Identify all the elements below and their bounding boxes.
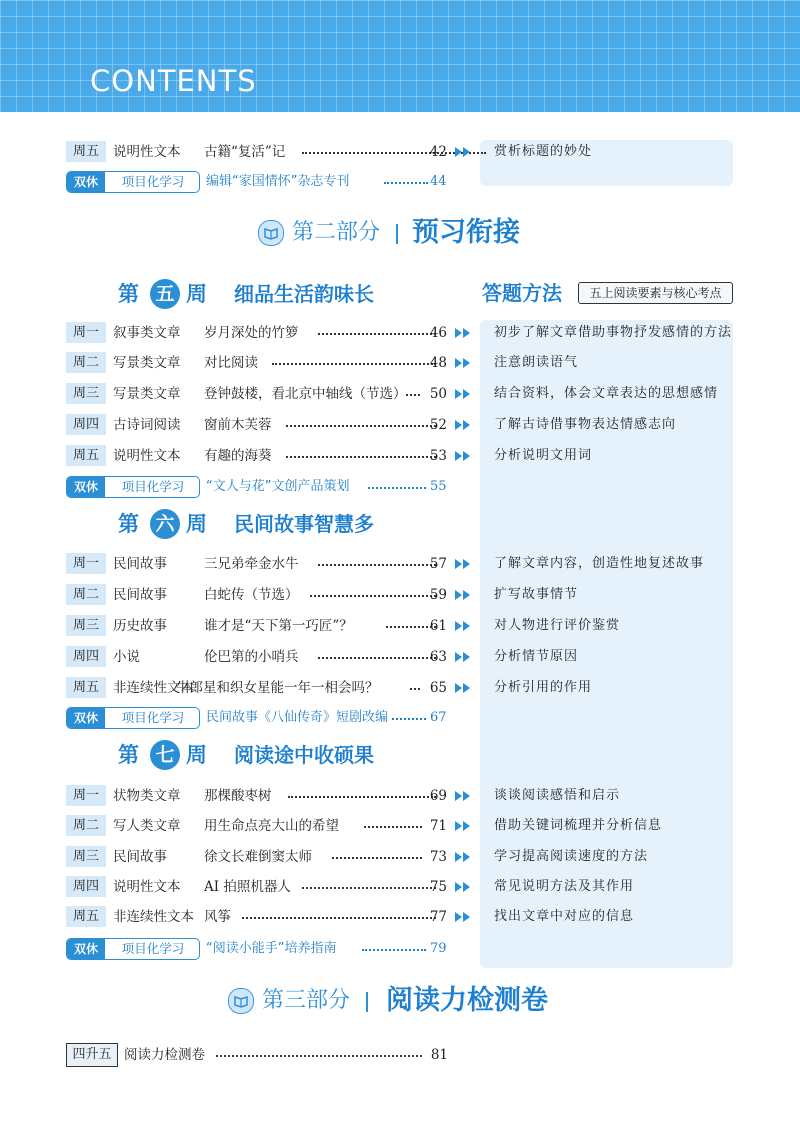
toc-row[interactable] (66, 320, 736, 346)
toc-row[interactable] (66, 381, 736, 407)
dot-leader (286, 456, 436, 458)
genre-label: 说明性文本 (113, 879, 181, 895)
skill-note: 找出文章中对应的信息 (494, 909, 635, 924)
article-title: 有趣的海葵 (204, 448, 272, 464)
dot-leader (362, 949, 426, 951)
dot-leader (288, 796, 436, 798)
dot-leader (272, 363, 436, 365)
toc-row[interactable] (66, 613, 736, 639)
toc-row[interactable] (66, 844, 736, 870)
project-learning-tag: 项目化学习 (121, 479, 185, 494)
part-divider (396, 224, 398, 244)
weekend-tag: 双休 (67, 477, 105, 497)
genre-label: 小说 (113, 649, 140, 665)
dot-leader (302, 887, 436, 889)
double-arrow-icon (455, 449, 473, 463)
weekday-tag: 周一 (66, 322, 106, 343)
page-number: 52 (429, 417, 447, 433)
dot-leader (318, 564, 436, 566)
genre-label: 古诗词阅读 (113, 417, 181, 433)
page-number: 42 (429, 144, 447, 160)
double-arrow-icon (455, 588, 473, 602)
genre-label: 民间故事 (113, 587, 167, 603)
week-suffix: 周 (186, 743, 207, 767)
project-badge (66, 171, 200, 193)
genre-label: 叙事类文章 (113, 325, 181, 341)
page-number: 77 (429, 909, 447, 925)
genre-label: 历史故事 (113, 618, 167, 634)
weekday-tag: 周三 (66, 383, 106, 404)
dot-leader (318, 657, 436, 659)
double-arrow-icon (455, 789, 473, 803)
page-number: 46 (429, 325, 447, 341)
week-number-badge: 七 (150, 740, 180, 770)
double-arrow-icon (455, 850, 473, 864)
page-number: 73 (429, 849, 447, 865)
dot-leader (384, 182, 428, 184)
toc-row[interactable] (66, 551, 736, 577)
article-title: 用生命点亮大山的希望 (204, 818, 339, 834)
week-heading (118, 277, 438, 313)
week-theme: 民间故事智慧多 (234, 512, 374, 536)
article-title: 窗前木芙蓉 (204, 417, 272, 433)
article-title: 三兄弟牵金水牛 (204, 556, 299, 572)
project-row[interactable] (66, 938, 466, 960)
article-title: 岁月深处的竹箩 (204, 325, 299, 341)
article-title: 登钟鼓楼，看北京中轴线（节选） (204, 386, 407, 402)
article-title: 白蛇传（节选） (204, 587, 299, 603)
project-row[interactable] (66, 476, 466, 498)
article-title: 对比阅读 (204, 355, 258, 371)
project-learning-tag: 项目化学习 (121, 174, 185, 189)
article-title: AI 拍照机器人 (204, 879, 291, 895)
project-title: “阅读小能手”培养指南 (206, 941, 337, 956)
double-arrow-icon (455, 418, 473, 432)
dot-leader (368, 487, 426, 489)
page-number: 69 (429, 788, 447, 804)
test-title: 阅读力检测卷 (124, 1047, 205, 1063)
article-title: 古籍“复活”记 (204, 144, 286, 160)
genre-label: 说明性文本 (113, 448, 181, 464)
skill-note: 分析引用的作用 (494, 680, 593, 695)
article-title: 谁才是“天下第一巧匠”？ (204, 618, 353, 634)
skill-note: 分析情节原因 (494, 649, 579, 664)
part-heading (258, 214, 558, 254)
double-arrow-icon (455, 650, 473, 664)
double-arrow-icon (455, 681, 473, 695)
week-prefix: 第 (118, 743, 139, 767)
week-number-badge: 六 (150, 509, 180, 539)
page-number: 81 (430, 1047, 448, 1063)
weekday-tag: 周四 (66, 876, 106, 897)
toc-row[interactable] (66, 139, 736, 165)
week-theme: 细品生活韵味长 (234, 282, 374, 306)
double-arrow-icon (455, 557, 473, 571)
part-name: 阅读力检测卷 (386, 985, 548, 1016)
dot-leader (406, 394, 420, 396)
week-suffix: 周 (186, 512, 207, 536)
dot-leader (332, 857, 422, 859)
project-title: 编辑“家国情怀”杂志专刊 (206, 174, 350, 189)
grade-tag: 四升五 (66, 1043, 118, 1067)
page-number: 57 (429, 556, 447, 572)
genre-label: 写景类文章 (113, 386, 181, 402)
double-arrow-icon (455, 619, 473, 633)
book-icon (228, 988, 254, 1014)
page-number: 75 (429, 879, 447, 895)
project-row[interactable] (66, 707, 466, 729)
page-number: 65 (429, 680, 447, 696)
double-arrow-icon (455, 819, 473, 833)
weekend-tag: 双休 (67, 172, 105, 192)
double-arrow-icon (455, 387, 473, 401)
method-title: 答题方法 (482, 281, 562, 305)
part-label: 第三部分 (262, 988, 351, 1013)
toc-row[interactable] (66, 644, 736, 670)
skill-note: 结合资料，体会文章表达的思想感情 (494, 386, 719, 401)
weekday-tag: 周二 (66, 352, 106, 373)
article-title: 那棵酸枣树 (204, 788, 272, 804)
skill-note: 谈谈阅读感悟和启示 (494, 788, 621, 803)
double-arrow-icon (455, 145, 473, 159)
page-number: 50 (429, 386, 447, 402)
toc-row[interactable] (66, 675, 736, 701)
toc-row[interactable] (66, 813, 736, 839)
page-number: 44 (430, 174, 447, 189)
project-title: 民间故事《八仙传奇》短剧改编 (206, 710, 389, 725)
part-label: 第二部分 (292, 220, 381, 245)
page-number: 63 (429, 649, 447, 665)
weekday-tag: 周一 (66, 785, 106, 806)
contents-header-banner (0, 0, 800, 112)
week-prefix: 第 (118, 282, 139, 306)
project-learning-tag: 项目化学习 (121, 941, 185, 956)
week-number-badge: 五 (150, 279, 180, 309)
page-number: 48 (429, 355, 447, 371)
dot-leader (242, 917, 436, 919)
week-theme: 阅读途中收硕果 (234, 743, 374, 767)
article-title: 伦巴第的小哨兵 (204, 649, 299, 665)
skill-note: 了解文章内容，创造性地复述故事 (494, 556, 705, 571)
project-badge (66, 707, 200, 729)
skill-note: 注意朗读语气 (494, 355, 579, 370)
dot-leader (318, 333, 436, 335)
weekday-tag: 周四 (66, 414, 106, 435)
weekday-tag: 周五 (66, 141, 106, 162)
skill-note: 对人物进行评价鉴赏 (494, 618, 621, 633)
weekday-tag: 周五 (66, 677, 106, 698)
toc-row[interactable] (66, 874, 736, 900)
skill-note: 了解古诗借事物表达情感志向 (494, 417, 677, 432)
page-number: 71 (429, 818, 447, 834)
project-badge (66, 938, 200, 960)
weekday-tag: 周五 (66, 906, 106, 927)
genre-label: 非连续性文本 (113, 909, 194, 925)
project-title: “文人与花”文创产品策划 (206, 479, 350, 494)
skill-note: 学习提高阅读速度的方法 (494, 849, 649, 864)
part-heading (228, 982, 588, 1022)
week-suffix: 周 (186, 282, 207, 306)
toc-row[interactable] (66, 783, 736, 809)
dot-leader (392, 718, 426, 720)
toc-row[interactable] (66, 412, 736, 438)
page-number: 59 (429, 587, 447, 603)
page-number: 55 (430, 479, 447, 494)
project-learning-tag: 项目化学习 (121, 710, 185, 725)
project-badge (66, 476, 200, 498)
dot-leader (286, 425, 436, 427)
double-arrow-icon (455, 880, 473, 894)
page-number: 61 (429, 618, 447, 634)
part-divider (366, 992, 368, 1012)
double-arrow-icon (455, 326, 473, 340)
dot-leader (364, 826, 422, 828)
weekday-tag: 周三 (66, 846, 106, 867)
method-subtitle-box: 五上阅读要素与核心考点 (578, 282, 733, 304)
article-title: 牛郎星和织女星能一年一相会吗？ (176, 680, 379, 696)
article-title: 风筝 (204, 909, 231, 925)
genre-label: 写人类文章 (113, 818, 181, 834)
weekday-tag: 周一 (66, 553, 106, 574)
header-divider (0, 112, 800, 118)
genre-label: 状物类文章 (113, 788, 181, 804)
weekday-tag: 周二 (66, 584, 106, 605)
page-number: 67 (430, 710, 447, 725)
genre-label: 说明性文本 (113, 144, 181, 160)
skill-note: 初步了解文章借助事物抒发感情的方法 (494, 325, 733, 340)
week-prefix: 第 (118, 512, 139, 536)
weekend-tag: 双休 (67, 708, 105, 728)
skill-note: 常见说明方法及其作用 (494, 879, 635, 894)
page-number: 53 (429, 448, 447, 464)
weekday-tag: 周二 (66, 815, 106, 836)
toc-row[interactable] (66, 582, 736, 608)
article-title: 徐文长难倒窦太师 (204, 849, 312, 865)
project-row[interactable] (66, 171, 466, 193)
skill-note: 赏析标题的妙处 (494, 144, 593, 159)
toc-row[interactable] (66, 904, 736, 930)
weekend-tag: 双休 (67, 939, 105, 959)
dot-leader (310, 595, 436, 597)
dot-leader (410, 688, 420, 690)
weekday-tag: 周四 (66, 646, 106, 667)
double-arrow-icon (455, 910, 473, 924)
part-name: 预习衔接 (412, 217, 520, 248)
week-heading (118, 507, 438, 543)
book-icon (258, 220, 284, 246)
weekday-tag: 周三 (66, 615, 106, 636)
dot-leader (216, 1055, 422, 1057)
toc-row[interactable] (66, 443, 736, 469)
genre-label: 民间故事 (113, 849, 167, 865)
double-arrow-icon (455, 356, 473, 370)
week-heading (118, 738, 438, 774)
toc-row-test[interactable] (66, 1042, 466, 1068)
skill-note: 扩写故事情节 (494, 587, 579, 602)
genre-label: 民间故事 (113, 556, 167, 572)
header-title: CONTENTS (90, 64, 257, 98)
skill-note: 借助关键词梳理并分析信息 (494, 818, 663, 833)
weekday-tag: 周五 (66, 445, 106, 466)
genre-label: 写景类文章 (113, 355, 181, 371)
genre-label: 非连续性文本 (113, 680, 194, 696)
toc-row[interactable] (66, 350, 736, 376)
page-number: 79 (430, 941, 447, 956)
skill-note: 分析说明文用词 (494, 448, 593, 463)
